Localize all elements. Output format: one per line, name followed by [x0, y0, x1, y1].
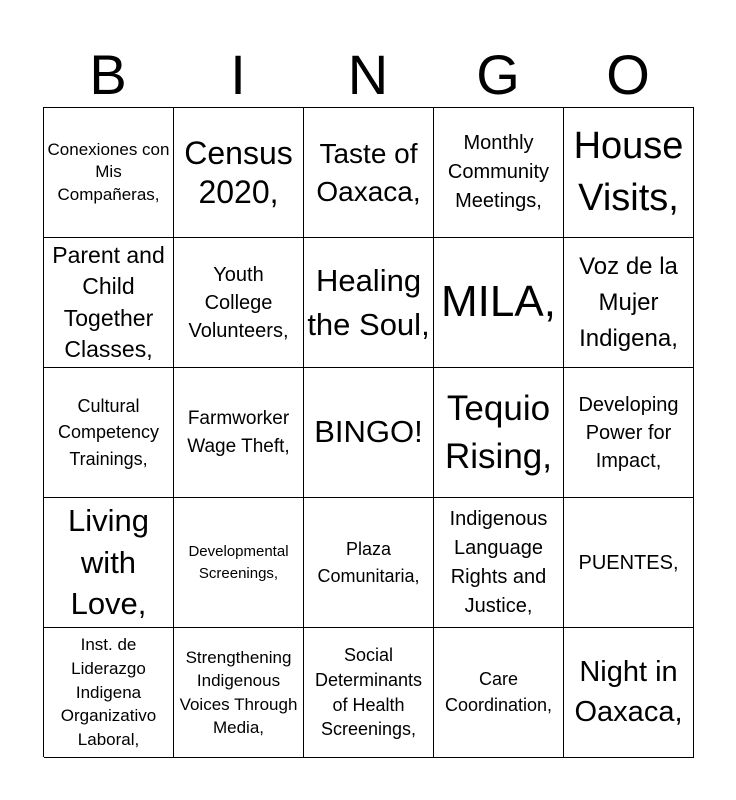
bingo-cell-label: Cultural Competency Trainings,: [57, 396, 160, 469]
bingo-cell-label: Taste of Oaxaca,: [316, 137, 421, 207]
bingo-cell-r5c3[interactable]: [304, 628, 434, 758]
bingo-cell-r5c5[interactable]: [564, 628, 694, 758]
bingo-cell-label: Indigenous Language Rights and Justice,: [449, 507, 548, 617]
bingo-cell-r1c4[interactable]: [434, 108, 564, 238]
bingo-header: [43, 42, 693, 108]
bingo-cell-label: Care Coordination,: [444, 669, 553, 715]
bingo-cell-r1c1[interactable]: [44, 108, 174, 238]
bingo-cell-r3c4[interactable]: [434, 368, 564, 498]
bingo-cell-label: Youth College Volunteers,: [188, 263, 289, 342]
bingo-cell-label: House Visits,: [573, 125, 684, 219]
bingo-cell-label: MILA,: [441, 277, 556, 327]
header-letter-o: O: [606, 43, 650, 106]
bingo-board: [43, 107, 694, 757]
bingo-cell-label: Tequio Rising,: [445, 389, 552, 476]
bingo-cell-label: Healing the Soul,: [307, 263, 430, 342]
bingo-cell-r1c5[interactable]: [564, 108, 694, 238]
bingo-cell-r4c1[interactable]: [44, 498, 174, 628]
bingo-cell-label: Inst. de Liderazgo Indigena Organizativo Laboral,: [60, 635, 157, 750]
bingo-cell-r3c2[interactable]: [174, 368, 304, 498]
bingo-cell-label: Monthly Community Meetings,: [447, 132, 550, 212]
bingo-cell-r1c3[interactable]: [304, 108, 434, 238]
bingo-cell-r4c3[interactable]: [304, 498, 434, 628]
bingo-cell-r3c1[interactable]: [44, 368, 174, 498]
bingo-cell-r5c4[interactable]: [434, 628, 564, 758]
bingo-cell-r2c5[interactable]: [564, 238, 694, 368]
header-letter-n: N: [347, 43, 389, 106]
bingo-cell-label: Social Determinants of Health Screenings,: [314, 644, 423, 740]
bingo-cell-label: Plaza Comunitaria,: [317, 539, 420, 586]
bingo-cell-r5c2[interactable]: [174, 628, 304, 758]
bingo-cell-label: Farmworker Wage Theft,: [187, 407, 290, 457]
bingo-cell-r3c5[interactable]: [564, 368, 694, 498]
bingo-cell-r2c1[interactable]: [44, 238, 174, 368]
header-letter-b: B: [89, 43, 127, 106]
bingo-cell-r1c2[interactable]: [174, 108, 304, 238]
bingo-cell-r4c5[interactable]: [564, 498, 694, 628]
bingo-cell-label: Developmental Screenings,: [188, 542, 289, 582]
bingo-cell-r2c4[interactable]: [434, 238, 564, 368]
bingo-cell-label: Voz de la Mujer Indigena,: [579, 252, 678, 352]
bingo-cell-r4c2[interactable]: [174, 498, 304, 628]
header-letter-i: I: [230, 43, 246, 106]
bingo-cell-label: Strengthening Indigenous Voices Through Media,: [179, 647, 298, 737]
header-letter-g: G: [476, 43, 520, 106]
bingo-cell-label: Developing Power for Impact,: [578, 393, 679, 472]
bingo-cell-r5c1[interactable]: [44, 628, 174, 758]
bingo-cell-label: Living with Love,: [68, 502, 149, 622]
bingo-cell-label: Night in Oaxaca,: [574, 656, 683, 728]
bingo-cell-label: Conexiones con Mis Compañeras,: [47, 140, 170, 204]
bingo-cell-label: Census 2020,: [184, 135, 293, 210]
bingo-cell-r4c4[interactable]: [434, 498, 564, 628]
bingo-cell-label: Parent and Child Together Classes,: [52, 242, 165, 362]
bingo-cell-label: PUENTES,: [578, 551, 679, 574]
bingo-cell-label: BINGO!: [314, 414, 423, 450]
bingo-cell-r3c3[interactable]: [304, 368, 434, 498]
bingo-cell-r2c2[interactable]: [174, 238, 304, 368]
bingo-cell-r2c3[interactable]: [304, 238, 434, 368]
